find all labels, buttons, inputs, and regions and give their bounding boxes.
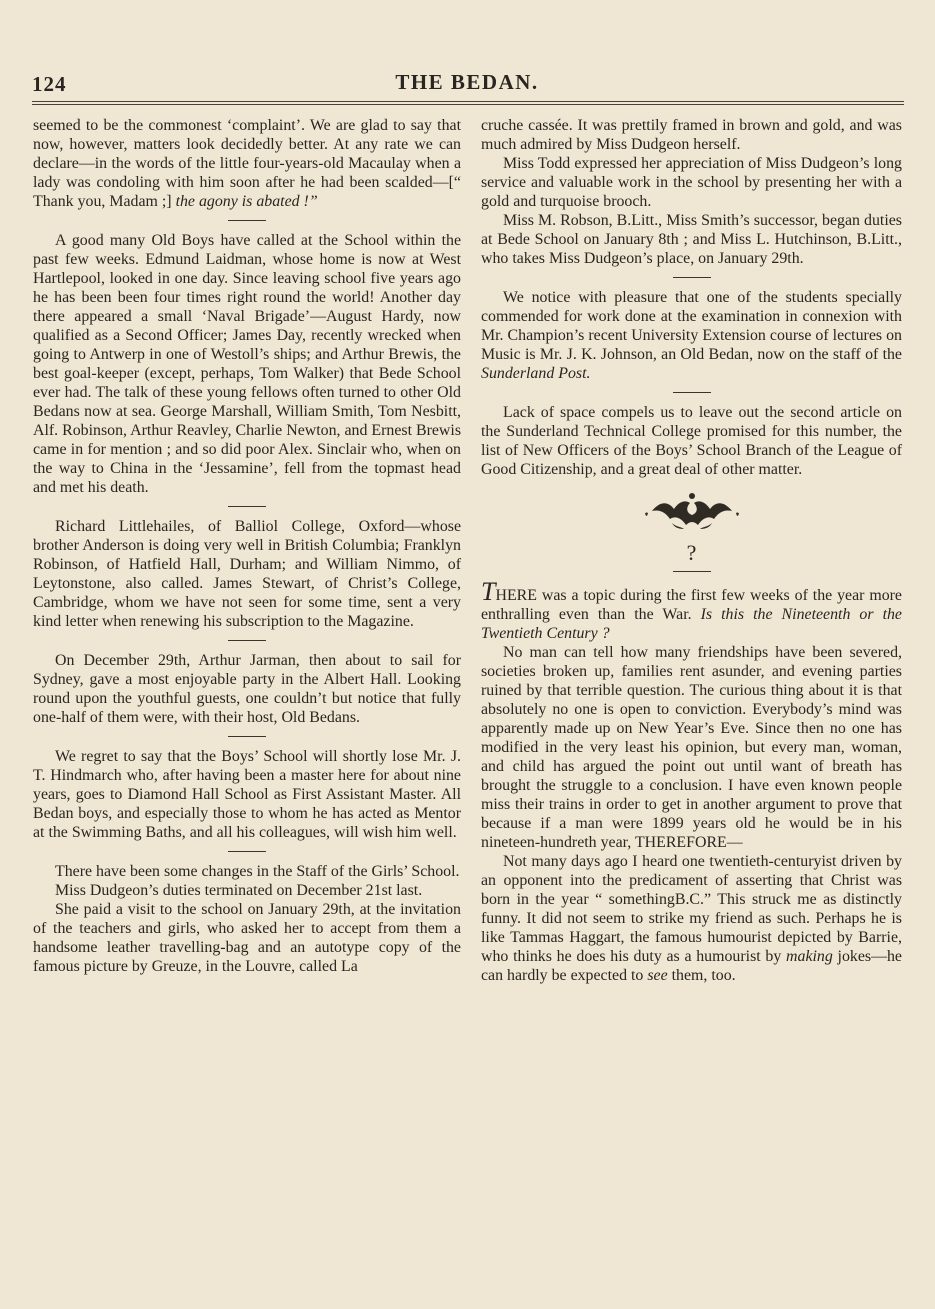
paragraph: Lack of space compels us to leave out the second article on the Sunderland Technical College promised for this number, the list of New Officers of the Boys’ School Branch of the League of Good Citizenship, and a great deal of other matter. (481, 404, 902, 478)
section-separator (228, 736, 266, 737)
section-separator (673, 392, 711, 393)
paragraph: Richard Littlehailes, of Balliol College, Oxford—whose brother Anderson is doing very well in British Columbia; Franklyn Robinson, of Hatfield Hall, Durham; and William Nimmo, of Leytonstone, also called. James Stewart, of Christ’s College, Cambridge, whom we have not seen for some time, sent a very kind letter when renewing his subscription to the Magazine. (33, 518, 461, 630)
paragraph: We regret to say that the Boys’ School will shortly lose Mr. J. T. Hindmarch who, after having been a master here for about nine years, goes to Diamond Hall School as First Assistant Master. All Bedan boys, and especially those to whom he has acted as Mentor at the Swimming Baths, and all his colleagues, will wish him well. (33, 748, 461, 841)
running-title: THE BEDAN. (395, 70, 539, 94)
paragraph: seemed to be the commonest ‘complaint’. We are glad to say that now, however, matters look decidedly better. At any rate we can declare—in the words of the little four-years-old Macaulay when a lady was condoling with him soon after he had been scalded—[“ Thank you, Madam ;] the agony is abated !” (33, 117, 461, 210)
paragraph: Miss M. Robson, B.Litt., Miss Smith’s successor, began duties at Bede School on January 8th ; and Miss L. Hutchinson, B.Litt., who takes Miss Dudgeon’s place, on January 29th. (481, 212, 902, 267)
page-number: 124 (32, 72, 67, 96)
section-separator (673, 277, 711, 278)
section-separator (228, 640, 266, 641)
paragraph: THERE was a topic during the first few weeks of the year more enthralling even than the War. Is this the Nineteenth or the Twentieth Century ? (481, 577, 902, 642)
paragraph: Miss Dudgeon’s duties terminated on December 21st last. (55, 882, 423, 899)
paragraph: We notice with pleasure that one of the students specially commended for work done at the examination in connexion with Mr. Champion’s recent University Extension course of lectures on Music is Mr. J. K. Johnson, an Old Bedan, now on the staff of the Sunderland Post. (481, 289, 902, 382)
page-header (32, 70, 902, 96)
left-column (33, 116, 461, 976)
paragraph: cruche cassée. It was prettily framed in brown and gold, and was much admired by Miss Dudgeon herself. (481, 117, 902, 153)
right-column (481, 116, 902, 985)
paragraph: Not many days ago I heard one twentieth-centuryist driven by an opponent into the predicament of asserting that Christ was born in the year “ somethingB.C.” This struck me as distinctly funny. It did not seem to strike my friend as such. Perhaps he is like Tammas Haggart, the famous humourist depicted by Barrie, who thinks he does his duty as a humourist by making jokes—he can hardly be expected to see them, too. (481, 853, 903, 984)
paragraph: She paid a visit to the school on January 29th, at the invitation of the teachers and girls, who asked her to accept from them a handsome leather travelling-bag and an autotype copy of the famous picture by Greuze, in the Louvre, called La (33, 901, 461, 975)
header-rule-thick (32, 104, 904, 105)
paragraph: No man can tell how many friendships have been severed, societies broken up, families rent asunder, and evening parties ruined by that terrible question. The curious thing about it is that absolutely no one is open to conviction. Everybody’s mind was apparently made up on New Year’s Eve. Since then no one has modified in the very least his opinion, but every man, woman, and child has argued the point out until want of breath has brought the struggle to a conclusion. I have even known people miss their trains in order to get in another argument to prove that because if a man were 1899 years old he would be in his nineteen-hundreth year, THEREFORE— (481, 644, 902, 851)
paragraph: A good many Old Boys have called at the School within the past few weeks. Edmund Laidman, whose home is now at West Hartlepool, looked in one day. Since leaving school five years ago he has been been four times right round the world! Another day there appeared a small ‘Naval Brigade’—August Hardy, now qualified as a Second Officer; James Day, recently wrecked when going to Antwerp in one of Westoll’s ships; and Arthur Brewis, the best goal-keeper (except, perhaps, Tom Walker) that Bede School ever had. The talk of these young fellows often turned to other Old Bedans now at sea. George Marshall, William Smith, Tom Nesbitt, Alf. Robinson, Arthur Reavley, Charlie Newton, and Ernest Brewis came in for mention ; and so did poor Alex. Sinclair who, when on the way to China in the ‘Jessamine’, fell from the topmast head and met his death. (33, 232, 461, 496)
drop-cap: T (481, 577, 496, 606)
section-separator (673, 571, 711, 572)
section-separator (228, 220, 266, 221)
header-rule-thin (32, 101, 904, 102)
floral-ornament-icon (642, 487, 742, 531)
section-separator (228, 851, 266, 852)
paragraph: On December 29th, Arthur Jarman, then about to sail for Sydney, gave a most enjoyable party in the Albert Hall. Looking round upon the youthful guests, one couldn’t but notice that fully one-half of them were, with their host, Old Bedans. (33, 652, 461, 726)
section-separator (228, 506, 266, 507)
article-heading: ? (686, 540, 697, 565)
paragraph: There have been some changes in the Staff of the Girls’ School. (55, 863, 460, 880)
paragraph: Miss Todd expressed her appreciation of Miss Dudgeon’s long service and valuable work in the school by presenting her with a gold and turquoise brooch. (481, 155, 902, 210)
